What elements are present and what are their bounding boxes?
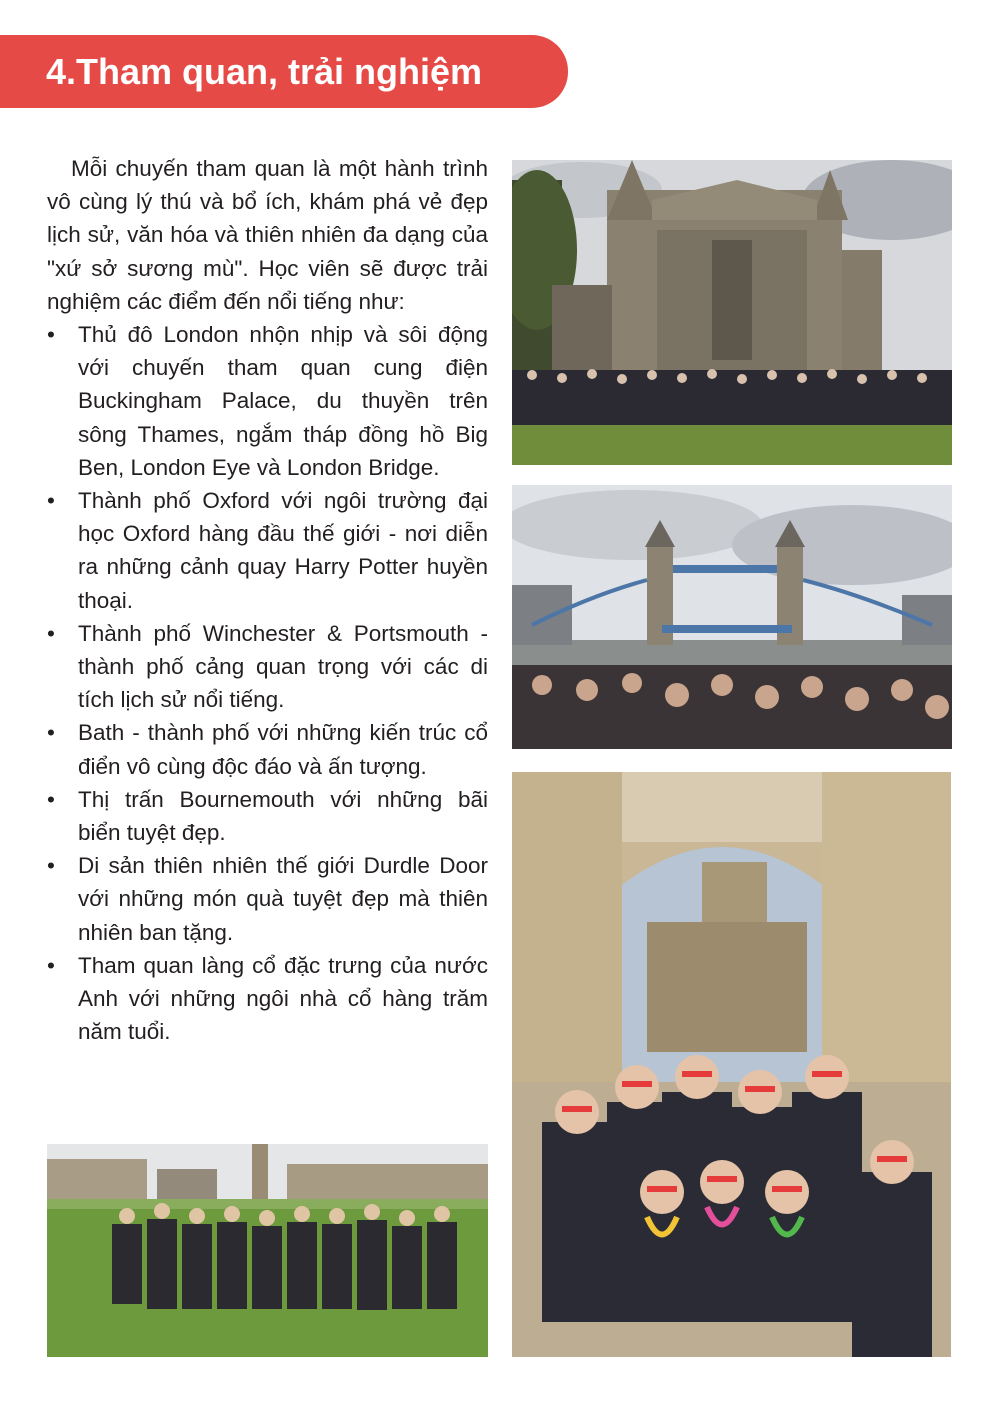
cathedral-group-photo xyxy=(512,160,952,465)
list-item-text: Thủ đô London nhộn nhịp và sôi động với chuyến tham quan cung điện Buckingham Palace, du thuyền trên sông Thames, ngắm tháp đồng hồ Big Ben, London Eye và London Bridge. xyxy=(78,322,488,480)
bath-students-photo xyxy=(512,772,951,1357)
list-item xyxy=(47,783,488,849)
bullet-icon: • xyxy=(47,620,55,646)
bullet-icon: • xyxy=(47,488,55,514)
intro-paragraph: Mỗi chuyến tham quan là một hành trình vô cùng lý thú và bổ ích, khám phá vẻ đẹp lịch sử, văn hóa và thiên nhiên đa dạng của "xứ sở sương mù". Học viên sẽ được trải nghiệm các điểm đến nổi tiếng như: xyxy=(47,156,488,314)
list-item xyxy=(47,318,488,484)
list-item-text: Tham quan làng cổ đặc trưng của nước Anh với những ngôi nhà cổ hàng trăm năm tuổi. xyxy=(78,952,488,1045)
bullet-icon: • xyxy=(47,720,55,746)
bullet-icon: • xyxy=(47,322,55,348)
list-item xyxy=(47,849,488,949)
list-item xyxy=(47,617,488,717)
body-text xyxy=(47,152,488,1048)
bullet-icon: • xyxy=(47,952,55,978)
section-header xyxy=(0,35,568,108)
tower-bridge-photo xyxy=(512,485,952,749)
bullet-icon: • xyxy=(47,853,55,879)
list-item-text: Di sản thiên nhiên thế giới Durdle Door với những món quà tuyệt đẹp mà thiên nhiên ban tặng. xyxy=(78,853,488,945)
list-item xyxy=(47,949,488,1049)
destination-list xyxy=(47,318,488,1048)
parliament-square-photo xyxy=(47,1144,488,1357)
list-item xyxy=(47,484,488,617)
list-item xyxy=(47,716,488,782)
list-item-text: Thị trấn Bournemouth với những bãi biển tuyệt đẹp. xyxy=(78,786,488,846)
section-title: 4.Tham quan, trải nghiệm xyxy=(46,51,483,92)
bullet-icon: • xyxy=(47,786,55,812)
list-item-text: Thành phố Winchester & Portsmouth - thành phố cảng quan trọng với các di tích lịch sử nổi tiếng. xyxy=(78,620,488,713)
list-item-text: Bath - thành phố với những kiến trúc cổ điển vô cùng độc đáo và ấn tượng. xyxy=(78,720,488,779)
list-item-text: Thành phố Oxford với ngôi trường đại học Oxford hàng đầu thế giới - nơi diễn ra những cảnh quay Harry Potter huyền thoại. xyxy=(78,488,488,613)
